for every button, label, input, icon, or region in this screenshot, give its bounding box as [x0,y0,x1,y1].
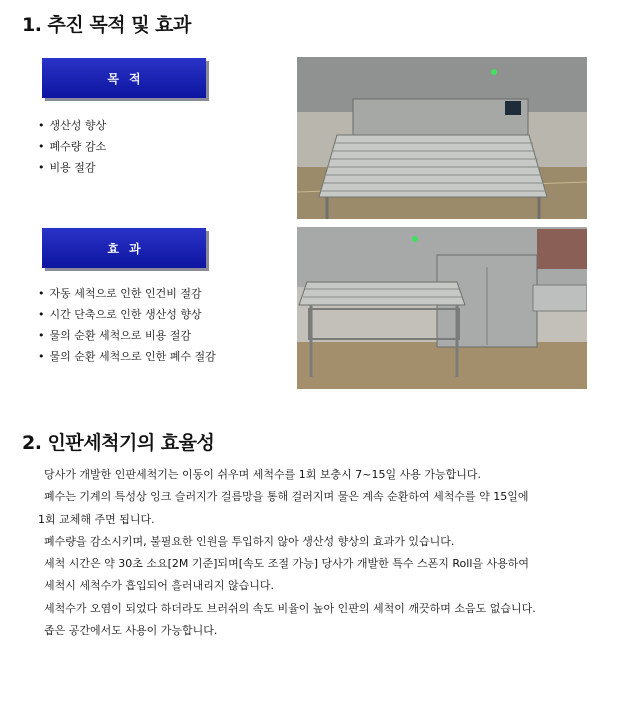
effect-banner-label: 효과 [107,241,151,256]
list-item: • 자동 세척으로 인한 인건비 절감 [38,283,216,304]
body-line: 1회 교체해 주면 됩니다. [38,512,155,526]
body-line: 좁은 공간에서도 사용이 가능합니다. [44,624,218,638]
purpose-banner [42,58,206,98]
list-item: • 물의 순환 세척으로 인한 폐수 절감 [38,346,216,367]
section1-heading: 1. 추진 목적 및 효과 [22,14,191,36]
body-line: 폐수량을 감소시키며, 불필요한 인원을 투입하지 않아 생산성 향상의 효과가 있습니다. [44,534,455,548]
list-item: • 물의 순환 세척으로 비용 절감 [38,325,216,346]
body-line: 폐수는 기계의 특성상 잉크 슬러지가 걸름망을 통해 걸러지며 물은 계속 순환하여 세척수를 약 15일에 [44,490,529,504]
efficiency-description [38,464,624,642]
body-line: 당사가 개발한 인판세척기는 이동이 쉬우며 세척수를 1회 보충시 7~15일 사용 가능합니다. [44,468,481,481]
machine-photo-top [297,57,587,219]
body-line: 세척수가 오염이 되었다 하더라도 브러쉬의 속도 비율이 높아 인판의 세척이 깨끗하며 소음도 없습니다. [44,601,536,615]
body-line: 세척시 세척수가 흡입되어 흘러내리지 않습니다. [44,579,275,593]
purpose-banner-label: 목적 [107,71,151,86]
purpose-list [38,115,106,178]
list-item: • 시간 단축으로 인한 생산성 향상 [38,304,216,325]
machine-photo-bottom-image [297,227,587,389]
list-item: • 비용 절감 [38,157,106,178]
section2-heading: 2. 인판세척기의 효율성 [22,432,215,454]
machine-photo-top-image [297,57,587,219]
effect-list [38,283,216,367]
list-item: • 생산성 향상 [38,115,106,136]
effect-banner [42,228,206,268]
machine-photo-bottom [297,227,587,389]
body-line: 세척 시간은 약 30초 소요[2M 기준]되며[속도 조절 가능] 당사가 개발한 특수 스폰지 Roll을 사용하여 [44,557,530,571]
list-item: • 폐수량 감소 [38,136,106,157]
